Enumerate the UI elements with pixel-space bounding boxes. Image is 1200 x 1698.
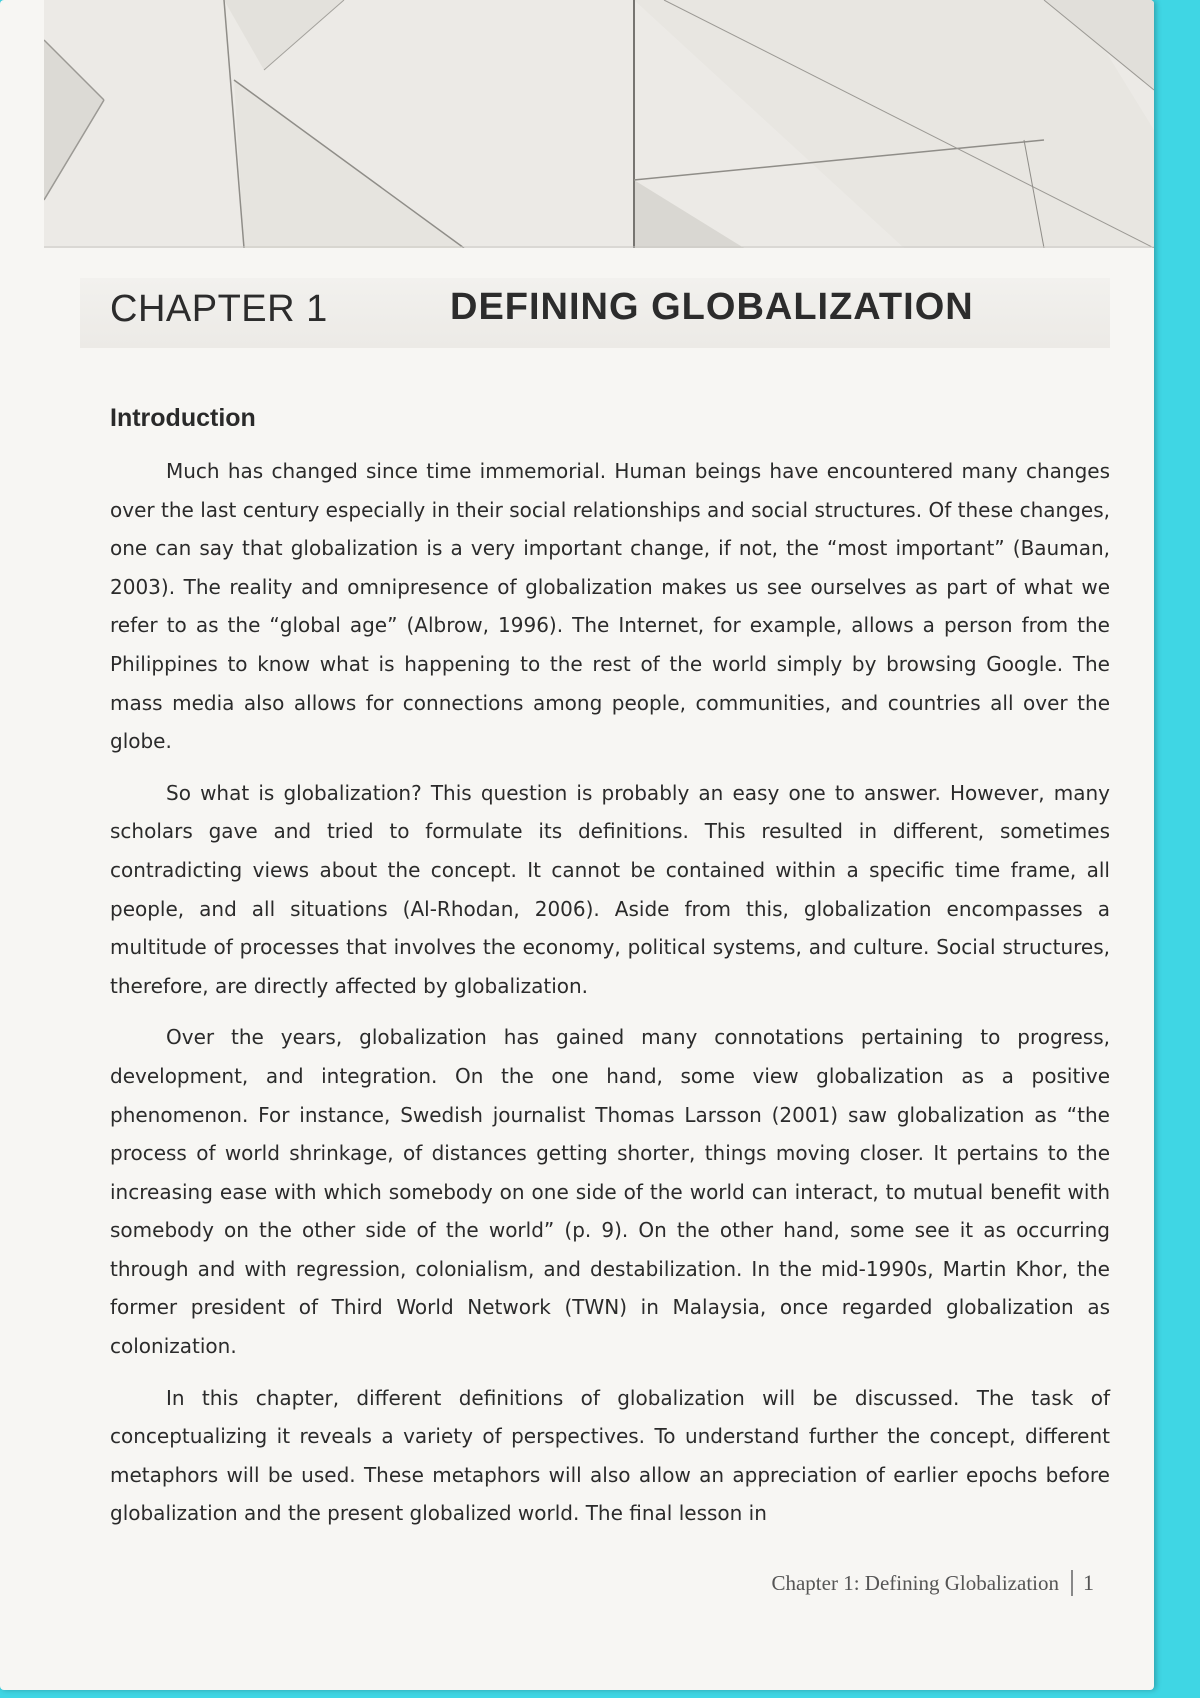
section-heading: Introduction [110,404,256,432]
page-number: 1 [1083,1570,1094,1595]
chapter-title: DEFINING GLOBALIZATION [450,286,974,328]
page-footer [771,1570,1094,1596]
paragraph-3: Over the years, globalization has gained many connotations pertaining to progress, development, and integration. On the one hand, some view globalization as a positive phenomenon. For instance, Swedish journalist Thomas Larsson (2001) saw globalization as “the process of world shrinkage, of distances getting shorter, things moving closer. It pertains to the increasing ease with which somebody on one side of the world can interact, to mutual benefit with somebody on the other side of the world” (p. 9). On the other hand, some see it as occurring through and with regression, colonialism, and destabilization. In the mid-1990s, Martin Khor, the former president of Third World Network (TWN) in Malaysia, once regarded globalization as colonization. [110,1025,1110,1359]
body-text [110,452,1110,1546]
paragraph-1: Much has changed since time immemorial. Human beings have encountered many changes over the last century especially in their social relationships and social structures. Of these changes, one can say that globalization is a very important change, if not, the “most important” (Bauman, 2003). The reality and omnipresence of globalization makes us see ourselves as part of what we refer to as the “global age” (Albrow, 1996). The Internet, for example, allows a person from the Philippines to know what is happening to the rest of the world simply by browsing Google. The mass media also allows for connections among people, communities, and countries all over the globe. [110,459,1110,754]
chapter-number: CHAPTER 1 [110,288,328,330]
running-title: Chapter 1: Defining Globalization [771,1570,1059,1595]
footer-divider [1071,1570,1073,1596]
paragraph-4: In this chapter, different definitions of globalization will be discussed. The task of conceptualizing it reveals a variety of perspectives. To understand further the concept, different metaphors will be used. These metaphors will also allow an appreciation of earlier epochs before globalization and the present globalized world. The final lesson in [110,1385,1110,1526]
geometric-pattern-graphic [44,0,1154,248]
paragraph-2: So what is globalization? This question is probably an easy one to answer. However, many scholars gave and tried to formulate its definitions. This resulted in different, sometimes contradicting views about the concept. It cannot be contained within a specific time frame, all people, and all situations (Al-Rhodan, 2006). Aside from this, globalization encompasses a multitude of processes that involves the economy, political systems, and culture. Social structures, therefore, are directly affected by globalization. [110,780,1110,998]
decorative-banner [44,0,1154,248]
